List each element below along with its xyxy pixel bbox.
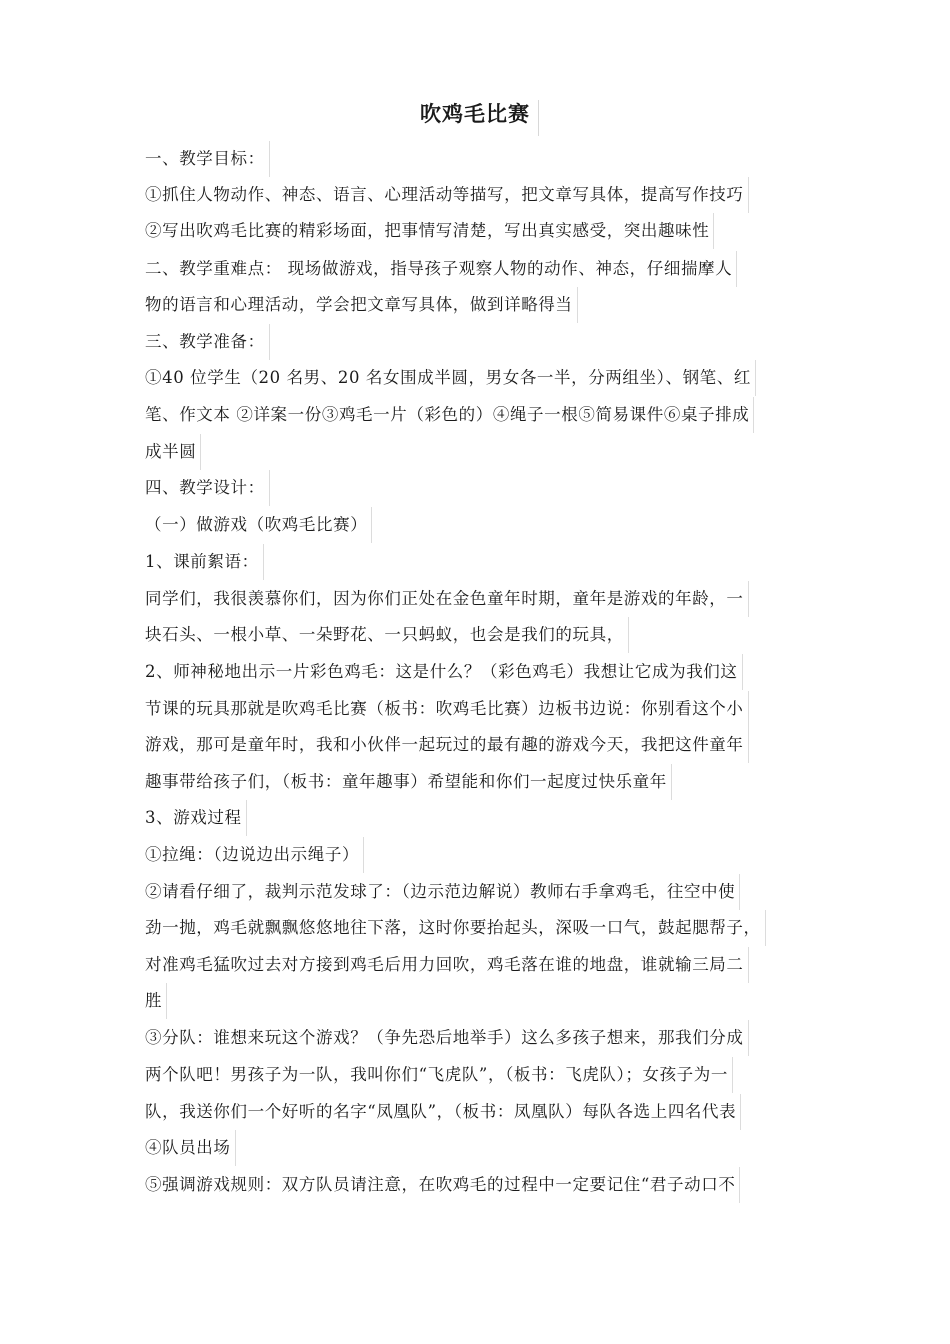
text-line: 3、游戏过程 [145, 800, 247, 836]
text-line: 同学们，我很羡慕你们，因为你们正处在金色童年时期，童年是游戏的年龄，一 [145, 581, 749, 617]
text-line: 三、教学准备： [145, 324, 270, 360]
text-line: ①拉绳：（边说边出示绳子） [145, 837, 364, 873]
text-line: ②请看仔细了，裁判示范发球了：（边示范边解说）教师右手拿鸡毛，往空中使 [145, 874, 740, 910]
text-line: ⑤强调游戏规则：双方队员请注意，在吹鸡毛的过程中一定要记住“君子动口不 [145, 1167, 740, 1203]
text-line: 一、教学目标： [145, 141, 270, 177]
text-line: 游戏，那可是童年时，我和小伙伴一起玩过的最有趣的游戏今天，我把这件童年 [145, 727, 749, 763]
text-line: 二、教学重难点： 现场做游戏，指导孩子观察人物的动作、神态，仔细揣摩人 [145, 251, 737, 287]
text-line: 2、师神秘地出示一片彩色鸡毛：这是什么？（彩色鸡毛）我想让它成为我们这 [145, 654, 743, 690]
text-line: ②写出吹鸡毛比赛的精彩场面，把事情写清楚，写出真实感受，突出趣味性 [145, 213, 714, 249]
text-line: ①抓住人物动作、神态、语言、心理活动等描写，把文章写具体，提高写作技巧 [145, 177, 749, 213]
text-line: 笔、作文本 ②详案一份③鸡毛一片（彩色的）④绳子一根⑤简易课件⑥桌子排成 [145, 397, 754, 433]
text-line: ④队员出场 [145, 1130, 236, 1166]
text-line: 块石头、一根小草、一朵野花、一只蚂蚁，也会是我们的玩具， [145, 617, 629, 653]
text-line: 对准鸡毛猛吹过去对方接到鸡毛后用力回吹，鸡毛落在谁的地盘，谁就输三局二 [145, 947, 749, 983]
text-line: 物的语言和心理活动，学会把文章写具体，做到详略得当 [145, 287, 578, 323]
text-line: 劲一抛，鸡毛就飘飘悠悠地往下落，这时你要抬起头，深吸一口气，鼓起腮帮子， [145, 910, 766, 946]
text-line: ③分队：谁想来玩这个游戏？（争先恐后地举手）这么多孩子想来，那我们分成 [145, 1020, 749, 1056]
text-line: （一）做游戏（吹鸡毛比赛） [145, 507, 372, 543]
document-title: 吹鸡毛比赛 [420, 101, 530, 126]
text-line: 胜 [145, 983, 167, 1019]
text-line: ①40 位学生（20 名男、20 名女围成半圆，男女各一半，分两组坐）、钢笔、红 [145, 360, 756, 396]
text-line: 趣事带给孩子们，（板书：童年趣事）希望能和你们一起度过快乐童年 [145, 764, 672, 800]
text-line: 队，我送你们一个好听的名字“凤凰队”，（板书：凤凰队）每队各选上四名代表 [145, 1094, 741, 1130]
title-edge-mark [538, 100, 539, 136]
text-line: 成半圆 [145, 434, 201, 470]
text-line: 四、教学设计： [145, 470, 270, 506]
text-line: 两个队吧！男孩子为一队，我叫你们“飞虎队”，（板书：飞虎队）；女孩子为一 [145, 1057, 733, 1093]
text-line: 1、课前絮语： [145, 544, 264, 580]
text-line: 节课的玩具那就是吹鸡毛比赛（板书：吹鸡毛比赛）边板书边说：你别看这个小 [145, 691, 749, 727]
